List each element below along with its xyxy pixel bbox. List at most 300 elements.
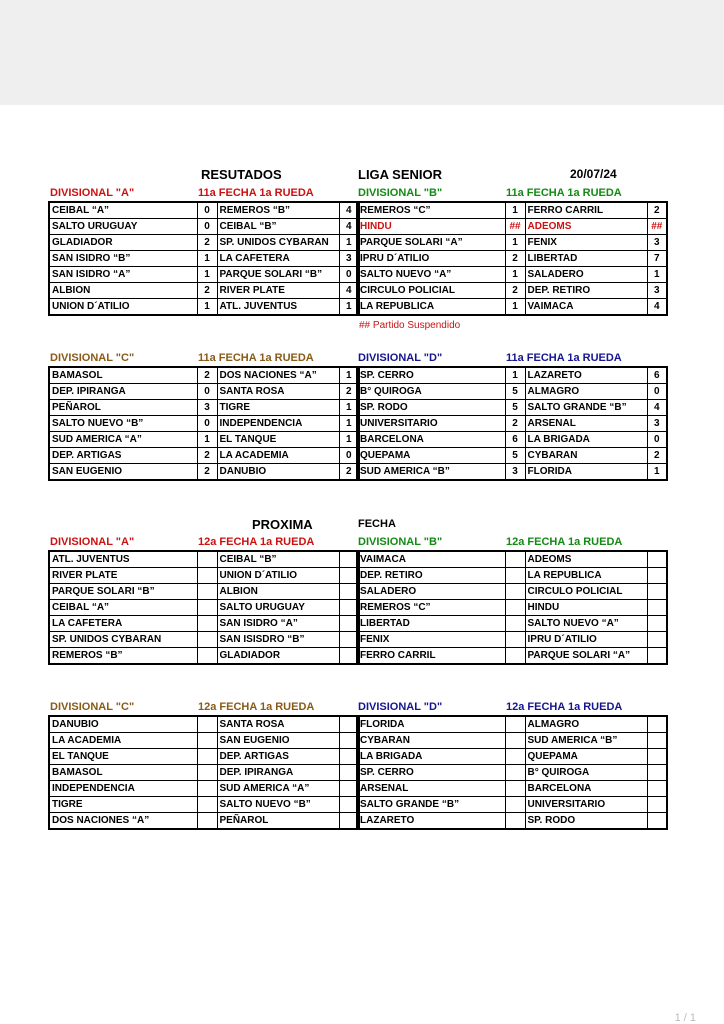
table-row xyxy=(49,448,359,464)
table-row xyxy=(49,235,359,251)
table-row xyxy=(49,432,359,448)
away-team: DANUBIO xyxy=(217,464,339,481)
away-team: INDEPENDENCIA xyxy=(217,416,339,432)
away-score: 3 xyxy=(647,283,667,299)
fecha-label: 12a FECHA 1a RUEDA xyxy=(198,701,315,713)
away-team: SALTO NUEVO “A” xyxy=(525,616,647,632)
home-team: DEP. RETIRO xyxy=(357,568,505,584)
away-team: SALTO GRANDE “B” xyxy=(525,400,647,416)
table-row xyxy=(357,813,667,830)
table-row xyxy=(49,765,359,781)
away-score xyxy=(647,600,667,616)
table-row xyxy=(357,464,667,481)
away-team: SAN ISIDRO “A” xyxy=(217,616,339,632)
away-team: SALADERO xyxy=(525,267,647,283)
away-score: 2 xyxy=(339,464,359,481)
results-title: RESUTADOS xyxy=(201,167,282,182)
home-team: DEP. ARTIGAS xyxy=(49,448,197,464)
table-row xyxy=(49,749,359,765)
away-score: 6 xyxy=(647,367,667,384)
away-team: FENIX xyxy=(525,235,647,251)
table-row xyxy=(49,283,359,299)
home-score: 2 xyxy=(197,464,217,481)
table-row xyxy=(49,781,359,797)
table-row xyxy=(357,648,667,665)
home-team: LA CAFETERA xyxy=(49,616,197,632)
away-team: ARSENAL xyxy=(525,416,647,432)
home-score: 1 xyxy=(197,251,217,267)
home-score: 6 xyxy=(505,432,525,448)
table-row xyxy=(49,568,359,584)
suspended-note: ## Partido Suspendido xyxy=(359,320,461,331)
table-row xyxy=(357,416,667,432)
away-score: 4 xyxy=(339,219,359,235)
away-score: 1 xyxy=(339,235,359,251)
away-team: CIRCULO POLICIAL xyxy=(525,584,647,600)
table-row xyxy=(357,568,667,584)
home-team: BAMASOL xyxy=(49,765,197,781)
results-divisional-d xyxy=(356,351,666,481)
away-team: FERRO CARRIL xyxy=(525,202,647,219)
table-row xyxy=(357,749,667,765)
away-team: DEP. RETIRO xyxy=(525,283,647,299)
home-team: RIVER PLATE xyxy=(49,568,197,584)
table-row xyxy=(49,416,359,432)
table-row xyxy=(357,448,667,464)
home-score: 3 xyxy=(505,464,525,481)
table-row xyxy=(357,432,667,448)
table-row xyxy=(357,367,667,384)
away-score: 4 xyxy=(647,299,667,316)
table-row xyxy=(357,202,667,219)
away-score: 1 xyxy=(647,267,667,283)
away-team: REMEROS “B” xyxy=(217,202,339,219)
table-row xyxy=(49,251,359,267)
away-score xyxy=(647,648,667,665)
away-team: VAIMACA xyxy=(525,299,647,316)
away-team: LIBERTAD xyxy=(525,251,647,267)
away-team: PARQUE SOLARI “A” xyxy=(525,648,647,665)
league-title: LIGA SENIOR xyxy=(358,167,443,182)
table-row xyxy=(357,716,667,733)
home-score: 2 xyxy=(197,367,217,384)
table-row xyxy=(357,733,667,749)
away-team: FLORIDA xyxy=(525,464,647,481)
fecha-label: 11a FECHA 1a RUEDA xyxy=(506,187,622,199)
table-row xyxy=(49,716,359,733)
home-score xyxy=(505,813,525,830)
home-score: 0 xyxy=(197,384,217,400)
home-score xyxy=(505,584,525,600)
away-score xyxy=(647,716,667,733)
away-score: 3 xyxy=(339,251,359,267)
away-team: PEÑAROL xyxy=(217,813,339,830)
home-score xyxy=(197,716,217,733)
home-score: 1 xyxy=(197,432,217,448)
away-team: DEP. IPIRANGA xyxy=(217,765,339,781)
home-team: FENIX xyxy=(357,632,505,648)
away-score: ## xyxy=(647,219,667,235)
division-label: DIVISIONAL "A" xyxy=(50,536,135,548)
home-score: 1 xyxy=(505,267,525,283)
home-score xyxy=(197,632,217,648)
away-score xyxy=(647,616,667,632)
fixture-table xyxy=(48,550,360,665)
away-team: PARQUE SOLARI “B” xyxy=(217,267,339,283)
away-team: DOS NACIONES “A” xyxy=(217,367,339,384)
home-score xyxy=(197,765,217,781)
away-team: UNION D´ATILIO xyxy=(217,568,339,584)
away-score xyxy=(647,584,667,600)
away-team: SALTO NUEVO “B” xyxy=(217,797,339,813)
away-team: LA BRIGADA xyxy=(525,432,647,448)
table-row xyxy=(357,781,667,797)
home-score: 2 xyxy=(505,251,525,267)
table-row xyxy=(49,648,359,665)
away-score xyxy=(647,733,667,749)
table-row xyxy=(357,235,667,251)
home-team: SP. CERRO xyxy=(357,765,505,781)
away-score xyxy=(647,781,667,797)
top-bar xyxy=(0,0,724,105)
fecha-label: 11a FECHA 1a RUEDA xyxy=(506,352,622,364)
away-team: TIGRE xyxy=(217,400,339,416)
home-score xyxy=(505,600,525,616)
home-score xyxy=(197,813,217,830)
away-team: ALMAGRO xyxy=(525,384,647,400)
page-number: 1 / 1 xyxy=(674,1012,696,1024)
home-team: VAIMACA xyxy=(357,551,505,568)
away-score xyxy=(647,632,667,648)
home-team: SUD AMERICA “B” xyxy=(357,464,505,481)
home-team: CYBARAN xyxy=(357,733,505,749)
away-team: RIVER PLATE xyxy=(217,283,339,299)
home-score: 1 xyxy=(505,202,525,219)
away-team: EL TANQUE xyxy=(217,432,339,448)
home-team: SUD AMERICA “A” xyxy=(49,432,197,448)
home-score xyxy=(197,584,217,600)
home-score xyxy=(505,568,525,584)
next-divisional-c xyxy=(48,700,358,830)
table-row xyxy=(357,584,667,600)
division-label: DIVISIONAL "C" xyxy=(50,701,135,713)
home-score xyxy=(197,733,217,749)
away-score: 7 xyxy=(647,251,667,267)
fecha-title: FECHA xyxy=(358,518,396,530)
table-row xyxy=(49,632,359,648)
away-team: DEP. ARTIGAS xyxy=(217,749,339,765)
next-divisional-d xyxy=(356,700,666,830)
home-score xyxy=(197,749,217,765)
home-score: 2 xyxy=(197,235,217,251)
away-score: 1 xyxy=(647,464,667,481)
table-row xyxy=(49,616,359,632)
home-team: SP. RODO xyxy=(357,400,505,416)
home-team: REMEROS “C” xyxy=(357,202,505,219)
fecha-label: 12a FECHA 1a RUEDA xyxy=(506,536,623,548)
away-score: 1 xyxy=(339,432,359,448)
home-score xyxy=(197,568,217,584)
home-team: REMEROS “C” xyxy=(357,600,505,616)
home-team: CIRCULO POLICIAL xyxy=(357,283,505,299)
home-score: 0 xyxy=(197,219,217,235)
table-row xyxy=(357,283,667,299)
away-score xyxy=(647,749,667,765)
away-team: HINDU xyxy=(525,600,647,616)
table-row xyxy=(357,400,667,416)
fixture-table xyxy=(48,715,360,830)
table-row xyxy=(49,384,359,400)
home-team: SALTO NUEVO “B” xyxy=(49,416,197,432)
away-score: 0 xyxy=(647,384,667,400)
home-team: INDEPENDENCIA xyxy=(49,781,197,797)
home-score: ## xyxy=(505,219,525,235)
home-score: 5 xyxy=(505,384,525,400)
table-row xyxy=(49,464,359,481)
away-team: SANTA ROSA xyxy=(217,716,339,733)
home-team: ATL. JUVENTUS xyxy=(49,551,197,568)
home-score: 5 xyxy=(505,400,525,416)
away-team: SUD AMERICA “B” xyxy=(525,733,647,749)
table-row xyxy=(357,267,667,283)
table-row xyxy=(49,813,359,830)
away-team: CEIBAL “B” xyxy=(217,551,339,568)
home-score xyxy=(505,733,525,749)
away-score: 0 xyxy=(339,267,359,283)
away-team: SALTO URUGUAY xyxy=(217,600,339,616)
home-team: HINDU xyxy=(357,219,505,235)
away-score: 1 xyxy=(339,416,359,432)
home-score xyxy=(505,632,525,648)
home-team: GLADIADOR xyxy=(49,235,197,251)
home-team: UNIVERSITARIO xyxy=(357,416,505,432)
home-team: CEIBAL “A” xyxy=(49,600,197,616)
home-score: 2 xyxy=(197,283,217,299)
away-score: 3 xyxy=(647,235,667,251)
home-team: PEÑAROL xyxy=(49,400,197,416)
away-score: 1 xyxy=(339,400,359,416)
home-team: B° QUIROGA xyxy=(357,384,505,400)
away-team: SAN ISISDRO “B” xyxy=(217,632,339,648)
away-team: ADEOMS xyxy=(525,551,647,568)
home-score xyxy=(505,616,525,632)
away-team: SP. RODO xyxy=(525,813,647,830)
home-score xyxy=(197,600,217,616)
home-score: 0 xyxy=(197,416,217,432)
table-row xyxy=(357,219,667,235)
away-team: BARCELONA xyxy=(525,781,647,797)
division-label: DIVISIONAL "C" xyxy=(50,352,135,364)
home-team: SALTO URUGUAY xyxy=(49,219,197,235)
results-table xyxy=(48,366,360,481)
away-team: LA ACADEMIA xyxy=(217,448,339,464)
fecha-label: 12a FECHA 1a RUEDA xyxy=(198,536,315,548)
away-score: 4 xyxy=(339,202,359,219)
home-team: FLORIDA xyxy=(357,716,505,733)
home-team: SAN EUGENIO xyxy=(49,464,197,481)
results-table xyxy=(356,201,668,316)
home-team: PARQUE SOLARI “B” xyxy=(49,584,197,600)
results-divisional-c xyxy=(48,351,358,481)
table-row xyxy=(357,616,667,632)
home-team: ALBION xyxy=(49,283,197,299)
away-team: SP. UNIDOS CYBARAN xyxy=(217,235,339,251)
fixture-table xyxy=(356,715,668,830)
home-team: SALADERO xyxy=(357,584,505,600)
results-divisional-b xyxy=(356,186,666,316)
home-team: REMEROS “B” xyxy=(49,648,197,665)
home-team: QUEPAMA xyxy=(357,448,505,464)
home-score xyxy=(505,749,525,765)
away-team: B° QUIROGA xyxy=(525,765,647,781)
table-row xyxy=(357,632,667,648)
away-team: LA REPUBLICA xyxy=(525,568,647,584)
division-label: DIVISIONAL "D" xyxy=(358,352,443,364)
table-row xyxy=(49,797,359,813)
fecha-label: 11a FECHA 1a RUEDA xyxy=(198,187,314,199)
date-label: 20/07/24 xyxy=(570,167,617,181)
table-row xyxy=(49,299,359,316)
away-team: LA CAFETERA xyxy=(217,251,339,267)
away-team: QUEPAMA xyxy=(525,749,647,765)
home-score xyxy=(197,616,217,632)
home-team: PARQUE SOLARI “A” xyxy=(357,235,505,251)
next-divisional-b xyxy=(356,535,666,665)
away-score: 1 xyxy=(339,299,359,316)
home-team: EL TANQUE xyxy=(49,749,197,765)
away-score: 0 xyxy=(647,432,667,448)
table-row xyxy=(49,202,359,219)
home-team: ARSENAL xyxy=(357,781,505,797)
home-team: SALTO NUEVO “A” xyxy=(357,267,505,283)
away-score xyxy=(647,568,667,584)
home-team: CEIBAL “A” xyxy=(49,202,197,219)
table-row xyxy=(357,384,667,400)
home-score xyxy=(505,781,525,797)
proxima-title: PROXIMA xyxy=(252,517,313,532)
home-team: SAN ISIDRO “B” xyxy=(49,251,197,267)
division-label: DIVISIONAL "A" xyxy=(50,187,135,199)
home-score: 1 xyxy=(197,267,217,283)
away-team: SUD AMERICA “A” xyxy=(217,781,339,797)
home-score xyxy=(505,716,525,733)
home-score: 3 xyxy=(197,400,217,416)
away-score: 1 xyxy=(339,367,359,384)
away-score: 2 xyxy=(339,384,359,400)
division-label: DIVISIONAL "B" xyxy=(358,536,443,548)
home-team: SALTO GRANDE “B” xyxy=(357,797,505,813)
home-score: 0 xyxy=(197,202,217,219)
away-score: 2 xyxy=(647,202,667,219)
away-team: LAZARETO xyxy=(525,367,647,384)
away-score: 4 xyxy=(339,283,359,299)
table-row xyxy=(49,267,359,283)
away-score xyxy=(647,813,667,830)
home-score xyxy=(505,765,525,781)
home-score xyxy=(197,797,217,813)
table-row xyxy=(49,600,359,616)
away-team: ALBION xyxy=(217,584,339,600)
home-score: 1 xyxy=(505,299,525,316)
away-score xyxy=(647,551,667,568)
home-score: 2 xyxy=(505,283,525,299)
home-score xyxy=(197,551,217,568)
division-label: DIVISIONAL "D" xyxy=(358,701,443,713)
home-team: DANUBIO xyxy=(49,716,197,733)
home-team: LA ACADEMIA xyxy=(49,733,197,749)
fecha-label: 12a FECHA 1a RUEDA xyxy=(506,701,623,713)
home-team: SP. UNIDOS CYBARAN xyxy=(49,632,197,648)
division-label: DIVISIONAL "B" xyxy=(358,187,443,199)
home-team: LAZARETO xyxy=(357,813,505,830)
home-score: 1 xyxy=(505,367,525,384)
away-team: IPRU D´ATILIO xyxy=(525,632,647,648)
table-row xyxy=(49,551,359,568)
results-table xyxy=(48,201,360,316)
table-row xyxy=(357,765,667,781)
home-team: DOS NACIONES “A” xyxy=(49,813,197,830)
results-table xyxy=(356,366,668,481)
home-team: UNION D´ATILIO xyxy=(49,299,197,316)
away-team: UNIVERSITARIO xyxy=(525,797,647,813)
home-team: LIBERTAD xyxy=(357,616,505,632)
home-score xyxy=(505,797,525,813)
away-team: SANTA ROSA xyxy=(217,384,339,400)
away-score: 4 xyxy=(647,400,667,416)
table-row xyxy=(357,551,667,568)
away-score: 0 xyxy=(339,448,359,464)
table-row xyxy=(357,797,667,813)
home-score xyxy=(197,648,217,665)
home-team: TIGRE xyxy=(49,797,197,813)
table-row xyxy=(49,584,359,600)
away-team: ATL. JUVENTUS xyxy=(217,299,339,316)
home-team: BAMASOL xyxy=(49,367,197,384)
home-team: LA REPUBLICA xyxy=(357,299,505,316)
fecha-label: 11a FECHA 1a RUEDA xyxy=(198,352,314,364)
away-score xyxy=(647,797,667,813)
away-score xyxy=(647,765,667,781)
home-team: FERRO CARRIL xyxy=(357,648,505,665)
table-row xyxy=(49,400,359,416)
away-score: 2 xyxy=(647,448,667,464)
table-row xyxy=(357,299,667,316)
table-row xyxy=(357,600,667,616)
away-team: GLADIADOR xyxy=(217,648,339,665)
home-score: 1 xyxy=(197,299,217,316)
home-score: 2 xyxy=(505,416,525,432)
home-team: BARCELONA xyxy=(357,432,505,448)
home-team: LA BRIGADA xyxy=(357,749,505,765)
home-score xyxy=(197,781,217,797)
next-divisional-a xyxy=(48,535,358,665)
home-score: 1 xyxy=(505,235,525,251)
away-team: ADEOMS xyxy=(525,219,647,235)
away-team: SAN EUGENIO xyxy=(217,733,339,749)
away-score: 3 xyxy=(647,416,667,432)
home-score xyxy=(505,648,525,665)
results-divisional-a xyxy=(48,186,358,316)
away-team: CYBARAN xyxy=(525,448,647,464)
home-team: DEP. IPIRANGA xyxy=(49,384,197,400)
table-row xyxy=(49,733,359,749)
home-score xyxy=(505,551,525,568)
away-team: ALMAGRO xyxy=(525,716,647,733)
home-team: SAN ISIDRO “A” xyxy=(49,267,197,283)
away-team: CEIBAL “B” xyxy=(217,219,339,235)
home-score: 5 xyxy=(505,448,525,464)
table-row xyxy=(49,219,359,235)
